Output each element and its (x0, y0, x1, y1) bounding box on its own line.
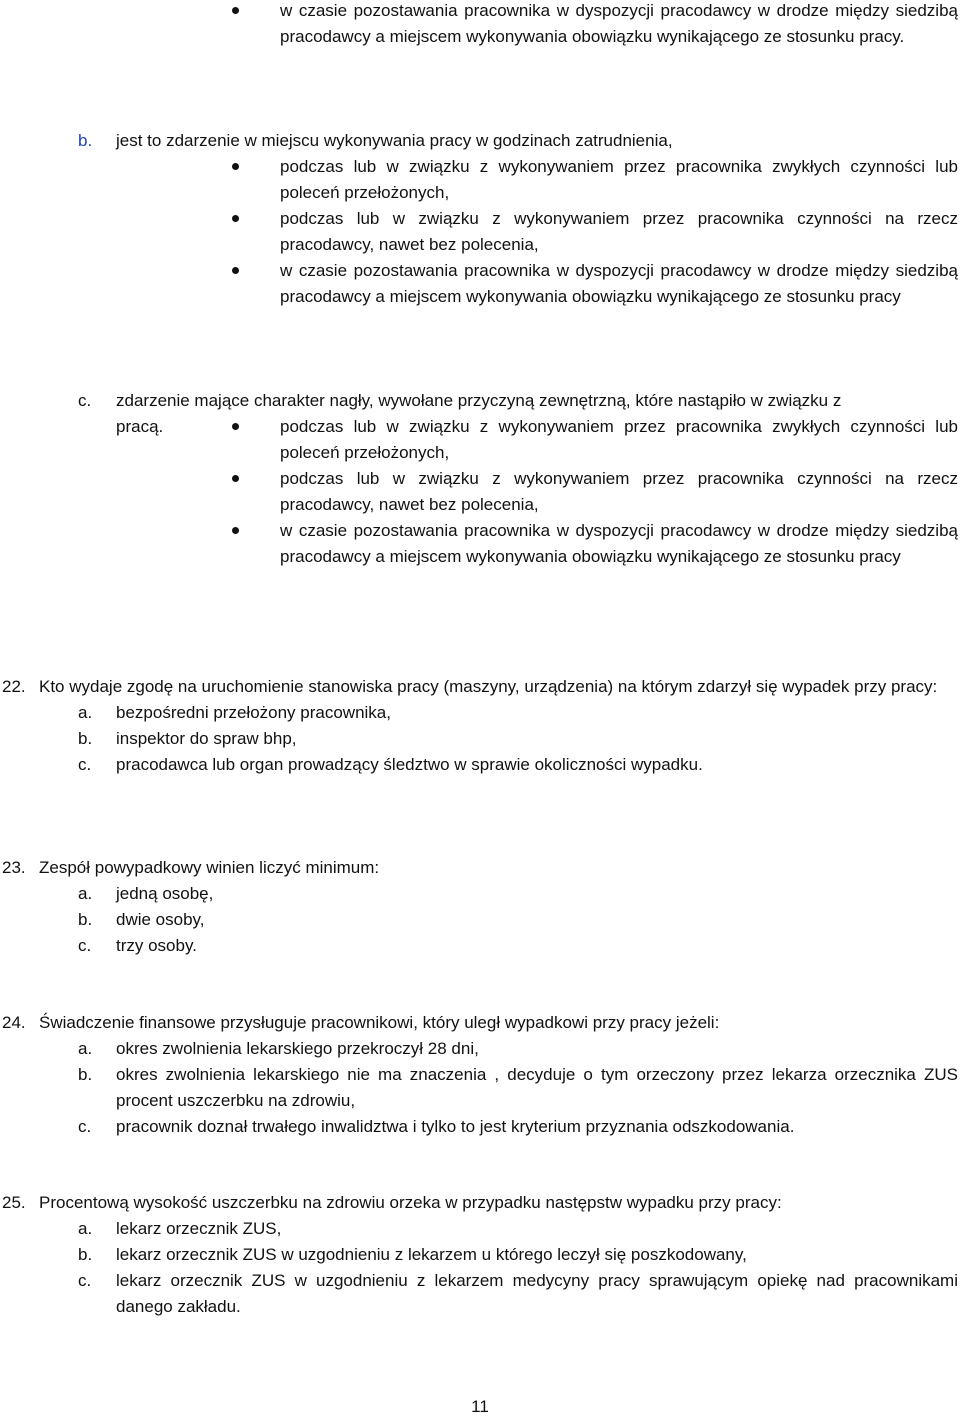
option-letter: c. (78, 936, 92, 955)
question-label: Zespół powypadkowy winien liczyć minimum: (39, 858, 380, 877)
list-item (0, 154, 960, 206)
bullet-icon (232, 423, 239, 430)
question-number: 24. (2, 1013, 26, 1032)
bullet-icon (232, 527, 239, 534)
question-label: Procentową wysokość uszczerbku na zdrowiu orzeka w przypadku następstw wypadku przy pracy: (39, 1193, 782, 1212)
question-label: Świadczenie finansowe przysługuje pracownikowi, który uległ wypadkowi przy pracy jeżeli: (39, 1013, 720, 1032)
page-number: 11 (471, 1397, 489, 1416)
list-item (0, 907, 960, 933)
bullet-text: podczas lub w związku z wykonywaniem przez pracownika zwykłych czynności lub poleceń przełożonych, (280, 417, 958, 462)
bullet-text: podczas lub w związku z wykonywaniem przez pracownika zwykłych czynności lub poleceń przełożonych, (280, 157, 958, 202)
option-text: okres zwolnienia lekarskiego nie ma znaczenia , decyduje o tym orzeczony przez lekarza orzecznika ZUS procent uszczerbku na zdrowiu, (116, 1065, 958, 1110)
section-c-text: zdarzenie mające charakter nagły, wywołane przyczyną zewnętrzną, które nastąpiło w związku z (116, 391, 842, 410)
option-text: lekarz orzecznik ZUS w uzgodnieniu z lekarzem medycyny pracy sprawującym opiekę nad pracownikami danego zakładu. (116, 1271, 958, 1316)
option-letter: c. (78, 1271, 92, 1290)
question-text (0, 674, 960, 700)
section-b-letter: b. (78, 131, 93, 150)
list-item (0, 1268, 960, 1320)
option-text: pracodawca lub organ prowadzący śledztwo w sprawie okoliczności wypadku. (116, 755, 703, 774)
list-item (0, 1216, 960, 1242)
option-text: lekarz orzecznik ZUS w uzgodnieniu z lekarzem u którego leczył się poszkodowany, (116, 1245, 747, 1264)
question-22 (0, 674, 960, 778)
list-item (0, 1036, 960, 1062)
section-b-text: jest to zdarzenie w miejscu wykonywania pracy w godzinach zatrudnienia, (116, 131, 673, 150)
list-item (0, 414, 960, 466)
bullet-text: podczas lub w związku z wykonywaniem przez pracownika czynności na rzecz pracodawcy, nawet bez polecenia, (280, 469, 958, 514)
list-item (0, 1062, 960, 1114)
list-item (0, 518, 960, 570)
option-text: dwie osoby, (116, 910, 205, 929)
bullet-icon (232, 163, 239, 170)
question-24 (0, 1010, 960, 1140)
option-letter: c. (78, 755, 92, 774)
question-text (0, 1010, 960, 1036)
bullet-icon (232, 7, 239, 14)
option-letter: a. (78, 703, 93, 722)
list-item (0, 700, 960, 726)
list-item (0, 258, 960, 310)
list-item (0, 933, 960, 959)
option-text: lekarz orzecznik ZUS, (116, 1219, 282, 1238)
section-c-letter: c. (78, 391, 92, 410)
option-letter: a. (78, 884, 93, 903)
section-c-bullets (0, 414, 960, 570)
bullet-text: podczas lub w związku z wykonywaniem przez pracownika czynności na rzecz pracodawcy, nawet bez polecenia, (280, 209, 958, 254)
option-text: jedną osobę, (116, 884, 214, 903)
list-item (0, 1242, 960, 1268)
bullet-text: w czasie pozostawania pracownika w dyspozycji pracodawcy w drodze między siedzibą pracodawcy a miejscem wykonywania obowiązku wynikającego ze stosunku pracy (280, 261, 958, 306)
question-label: Kto wydaje zgodę na uruchomienie stanowiska pracy (maszyny, urządzenia) na którym zdarzył się wypadek przy pracy: (39, 677, 938, 696)
bullet-icon (232, 475, 239, 482)
section-c-heading (0, 388, 960, 414)
option-text: pracownik doznał trwałego inwalidztwa i tylko to jest kryterium przyznania odszkodowania. (116, 1117, 795, 1136)
option-letter: b. (78, 1065, 93, 1084)
option-letter: a. (78, 1039, 93, 1058)
question-text (0, 1190, 960, 1216)
option-letter: b. (78, 729, 93, 748)
question-text (0, 855, 960, 881)
list-item (0, 881, 960, 907)
list-item (0, 0, 960, 50)
option-letter: c. (78, 1117, 92, 1136)
section-c-text-continued: pracą. (116, 417, 164, 436)
list-item (0, 466, 960, 518)
option-text: okres zwolnienia lekarskiego przekroczył 28 dni, (116, 1039, 479, 1058)
list-item (0, 1114, 960, 1140)
section-b (0, 128, 960, 310)
top-bullet-block (0, 0, 960, 50)
question-25 (0, 1190, 960, 1320)
bullet-text: w czasie pozostawania pracownika w dyspozycji pracodawcy w drodze między siedzibą pracodawcy a miejscem wykonywania obowiązku wynikającego ze stosunku pracy. (280, 1, 958, 46)
option-text: trzy osoby. (116, 936, 197, 955)
option-letter: a. (78, 1219, 93, 1238)
option-text: inspektor do spraw bhp, (116, 729, 297, 748)
list-item (0, 206, 960, 258)
question-23 (0, 855, 960, 959)
list-item (0, 752, 960, 778)
question-number: 22. (2, 677, 26, 696)
bullet-icon (232, 267, 239, 274)
list-item (0, 726, 960, 752)
bullet-icon (232, 215, 239, 222)
section-c (0, 388, 960, 570)
bullet-text: w czasie pozostawania pracownika w dyspozycji pracodawcy w drodze między siedzibą pracodawcy a miejscem wykonywania obowiązku wynikającego ze stosunku pracy (280, 521, 958, 566)
option-letter: b. (78, 1245, 93, 1264)
option-letter: b. (78, 910, 93, 929)
option-text: bezpośredni przełożony pracownika, (116, 703, 391, 722)
section-b-heading (0, 128, 960, 154)
question-number: 23. (2, 858, 26, 877)
question-number: 25. (2, 1193, 26, 1212)
